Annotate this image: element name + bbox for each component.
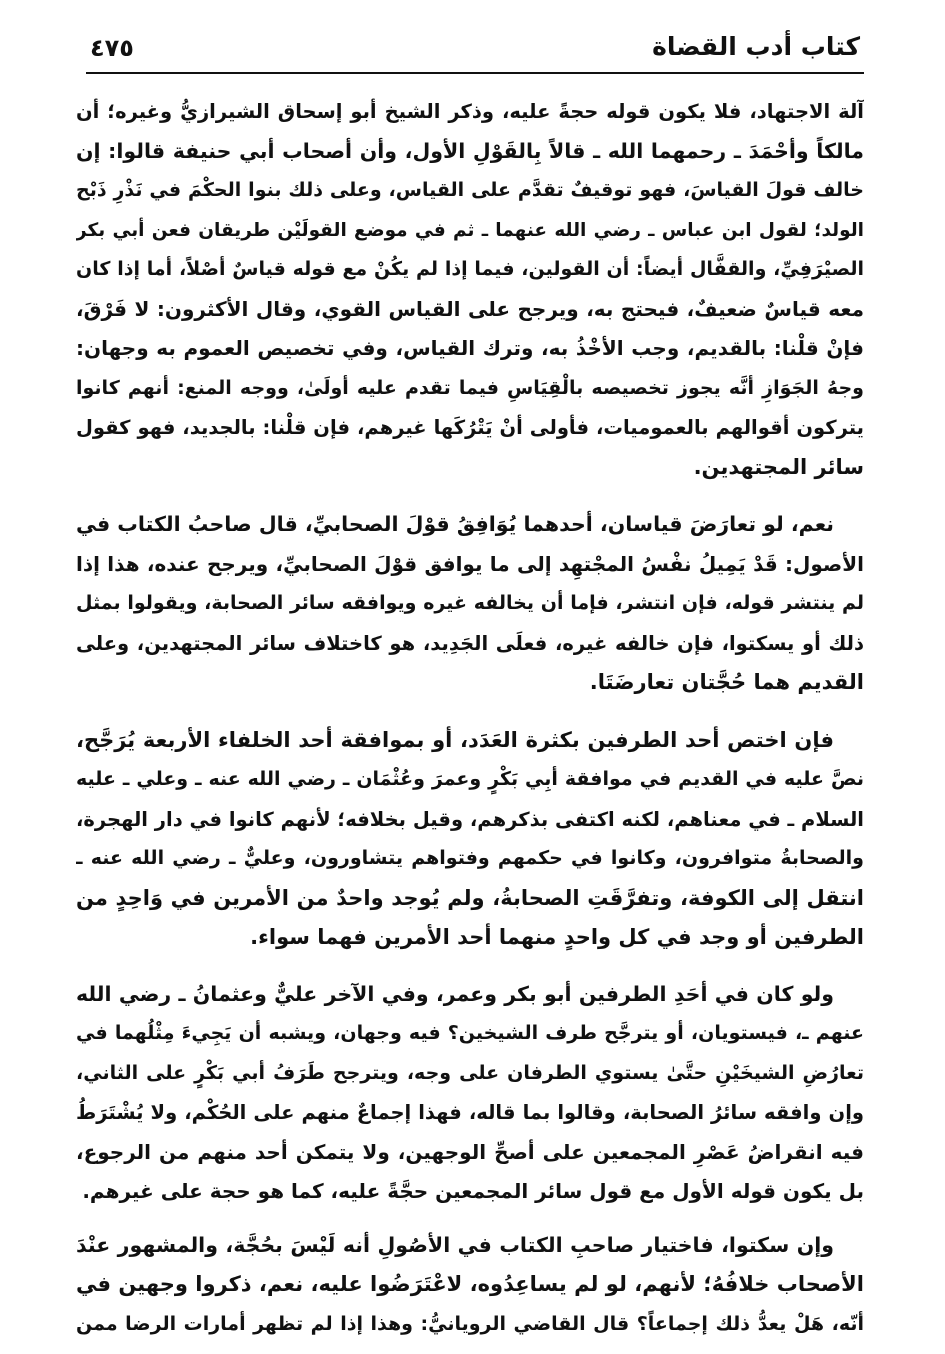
text-line: عنهم ـ، فيستويان، أو يترجَّح طرف الشيخين؟ فيه وجهان، ويشبه أن يَجِيءَ مِثْلُهما في xyxy=(76,1022,864,1044)
text-line: مالكاً وأحْمَدَ ـ رحمهما الله ـ قالاً بِالقَوْلِ الأول، وأن أصحاب أبي حنيفة قالوا: إن xyxy=(76,138,864,163)
text-line: الطرفين أو وجد في كل واحدٍ منهما أحد الأمرين فهما سواء. xyxy=(250,925,864,949)
text-line: وإن وافقه سائرُ الصحابة، وقالوا بما قاله، فهذا إجماعٌ منهم على الحُكْم، ولا يُشْتَرَطُ xyxy=(76,1101,864,1124)
paragraph-4 xyxy=(76,975,864,1212)
text-line: نصَّ عليه في القديم في موافقة أبِي بَكْرٍ وعمرَ وعُثْمَان ـ رضي الله عنه ـ وعلي ـ عليه xyxy=(76,768,864,790)
text-line: الصيْرَفِيِّ، والقفَّال أيضاً: أن القولين، فيما إذا لم يكُنْ مع قوله قياسٌ أصْلاً، أما إذا كان xyxy=(76,258,864,280)
text-line: معه قياسٌ ضعيفٌ، فيحتج به، ويرجح على القياس القوي، وقال الأكثرون: لا فَرْقَ، xyxy=(76,296,864,321)
text-line: فإن اختص أحد الطرفين بكثرة العَدَد، أو بموافقة أحد الخلفاء الأربعة يُرَجَّح، xyxy=(76,727,834,752)
text-line: ذلك أو يسكتوا، فإن خالفه غيره، فعلَى الجَدِيد، هو كاختلاف سائر المجتهدين، وعلى xyxy=(76,631,864,655)
paragraph-2 xyxy=(76,505,864,703)
text-line: الأصول: قَدْ يَمِيلُ نفْسُ المجْتهِد إلى ما يوافق قوْلَ الصحابيِّ، ويرجح عنده، هذا إذا xyxy=(76,551,864,576)
text-line: ولو كان في أحَدِ الطرفين أبو بكر وعمر، وفي الآخر عليٌّ وعثمانُ ـ رضي الله xyxy=(76,981,834,1006)
text-line: السلام ـ في معناهم، لكنه اكتفى بذكرهم، وقيل بخلافه؛ لأنهم كانوا في دار الهجرة، xyxy=(76,807,864,831)
text-line: أنّه، هَلْ يعدُّ ذلك إجماعاً؟ قال القاضي الرويانيُّ: وهذا إذا لم تظهر أمارات الرضا ممن xyxy=(76,1312,864,1335)
text-line: يتركون أقوالهم بالعموميات، فأولى أنْ يَتْرُكَها غيرهم، فإن قلْنا: بالجديد، فهو كقول xyxy=(76,416,864,439)
paragraph-1 xyxy=(76,92,864,487)
paragraph-3 xyxy=(76,721,864,958)
text-line: وإن سكتوا، فاختيار صاحبِ الكتاب في الأصُولِ أنه لَيْسَ بحُجَّة، والمشهور عنْدَ xyxy=(76,1232,834,1257)
book-title: كتاب أدب القضاة xyxy=(652,32,860,61)
text-line: الأصحاب خلافُهُ؛ لأنهم، لو لم يساعِدُوه، لاعْتَرَضُوا عليه، نعم، ذكروا وجهين في xyxy=(76,1272,864,1296)
paragraph-5 xyxy=(76,1226,864,1345)
text-line: تعارُضِ الشيخَيْنِ حتَّىٰ يستوي الطرفان على وجه، ويترجح طَرَفُ أبي بَكْرٍ على الثاني، xyxy=(76,1061,864,1084)
text-line: نعم، لو تعارَضَ قياسان، أحدهما يُوَافِقُ قوْلَ الصحابيِّ، قال صاحبُ الكتاب في xyxy=(76,512,834,536)
text-line: خالف قولَ القياسَ، فهو توقيفٌ تقدَّم على القياس، وعلى ذلك بنوا الحكْمَ في نَذْرِ ذَبْح xyxy=(76,179,864,201)
text-line: سائر المجتهدين. xyxy=(693,454,864,479)
body-text xyxy=(76,92,864,1344)
text-line: والصحابةُ متوافرون، وكانوا في حكمهم وفتواهم يتشاورون، وعليٌّ ـ رضي الله عنه ـ xyxy=(76,847,864,869)
text-line: وجهُ الجَوَازِ أنَّه يجوز تخصيصه بالْقِيَاسِ فيما تقدم عليه أولَىٰ، ووجه المنع: أنهم كانوا xyxy=(76,376,864,399)
text-line: لم ينتشر قوله، فإن انتشر، فإما أن يخالفه غيره ويوافقه سائر الصحابة، ويقولوا بمثل xyxy=(76,592,864,614)
text-line: انتقل إلى الكوفة، وتفرَّقَتِ الصحابةُ، ولم يُوجد واحدٌ من الأمرين في وَاحِدٍ من xyxy=(76,885,864,910)
text-line: فإنْ قلْنا: بالقديم، وجب الأخْذُ به، وترك القياس، وفي تخصيص العموم به وجهان: xyxy=(76,336,864,360)
text-line: آلة الاجتهاد، فلا يكون قوله حجةً عليه، وذكر الشيخ أبو إسحاق الشيرازيُّ وغيره؛ أن xyxy=(76,100,864,123)
running-header xyxy=(90,30,860,72)
page-number: ٤٧٥ xyxy=(90,34,134,62)
text-line: الولد؛ لقول ابن عباس ـ رضي الله عنهما ـ ثم في موضع القولَيْن طريقان فعن أبي بكر xyxy=(76,219,864,241)
header-rule xyxy=(86,72,864,74)
text-line: بل يكون قوله الأول مع قول سائر المجمعين حجَّةً عليه، كما هو حجة على غيرهم. xyxy=(82,1179,864,1203)
text-line: القديم هما حُجَّتان تعارضَتَا. xyxy=(589,670,864,694)
text-line: فيه انقراضُ عَصْرِ المجمعين على أصحِّ الوجهين، ولا يتمكن أحد منهم من الرجوع، xyxy=(76,1139,864,1164)
